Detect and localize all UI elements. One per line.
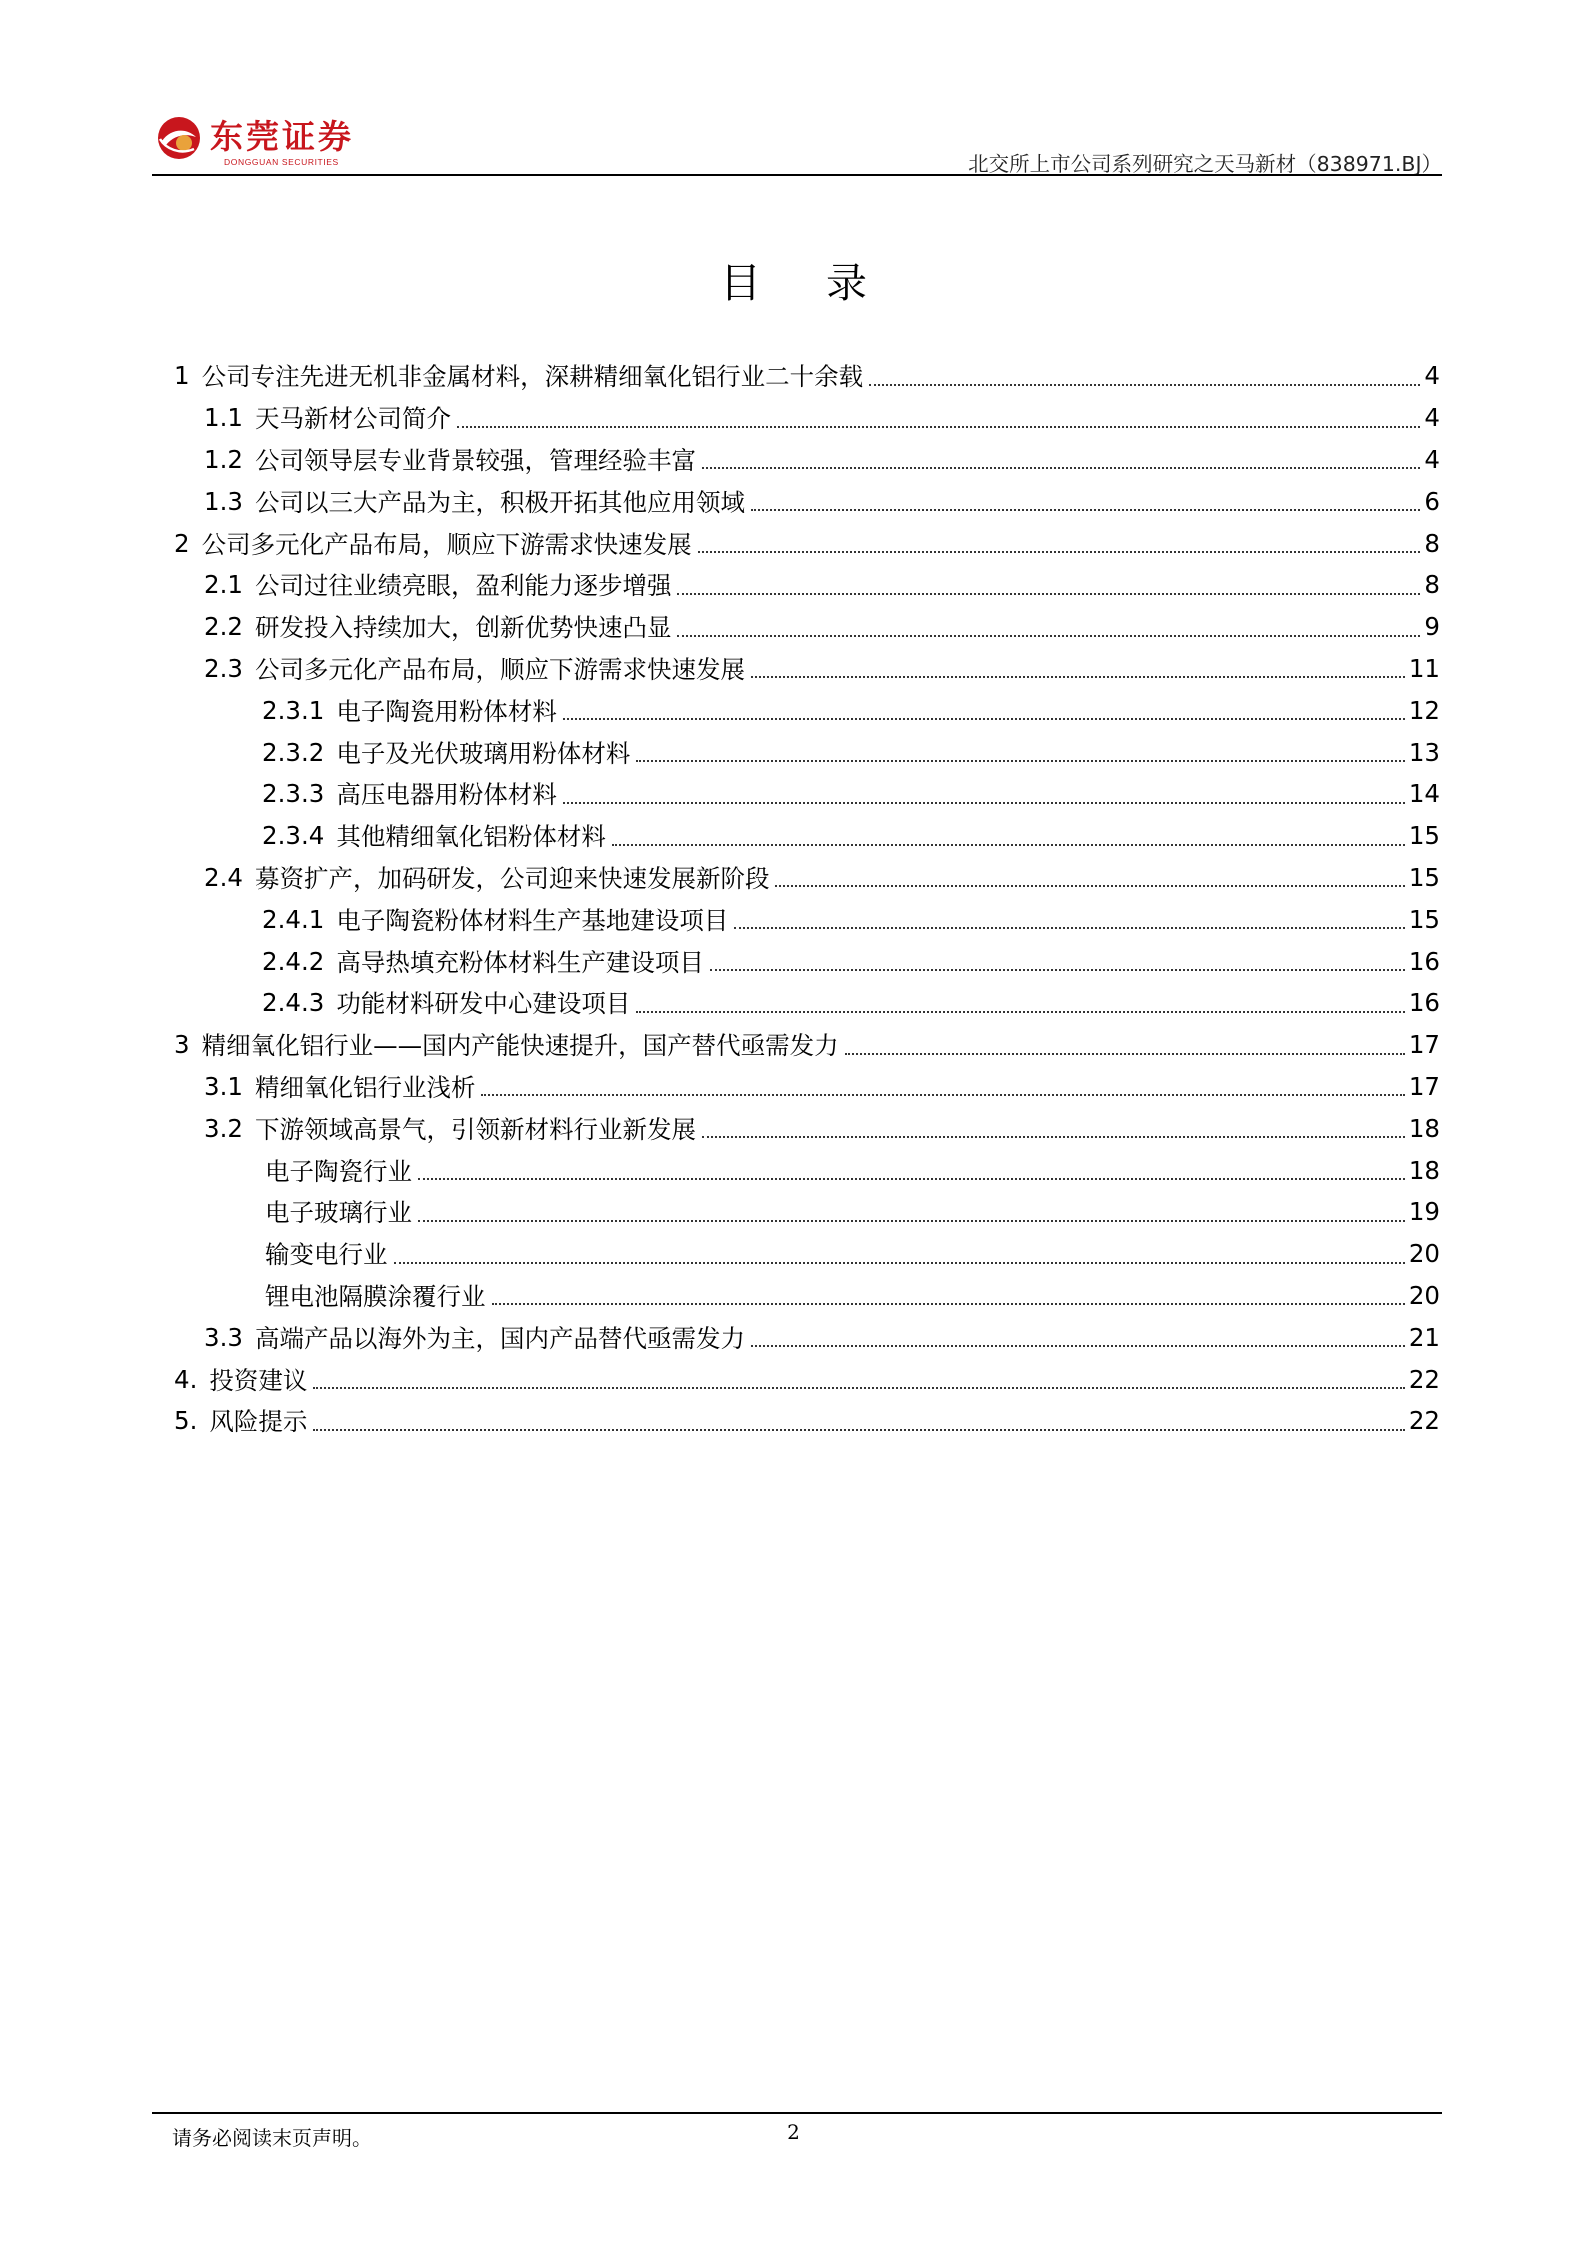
toc-leader-dots <box>702 1136 1405 1138</box>
toc-entry-label: 投资建议 <box>209 1365 308 1395</box>
toc-heading: 目 录 <box>719 259 894 307</box>
toc-entry[interactable] <box>174 606 1440 648</box>
toc-entry[interactable] <box>174 815 1440 857</box>
toc-leader-dots <box>734 927 1404 929</box>
logo-english-text: DONGGUAN SECURITIES <box>224 157 339 167</box>
toc-entry-page: 13 <box>1408 737 1440 767</box>
toc-entry-label: 电子陶瓷用粉体材料 <box>336 696 557 726</box>
toc-entry-number: 2.2 <box>204 612 243 642</box>
toc-entry[interactable] <box>174 1024 1440 1066</box>
toc-entry-label: 电子陶瓷粉体材料生产基地建设项目 <box>336 905 729 935</box>
toc-entry[interactable] <box>174 1107 1440 1149</box>
footer-divider <box>152 2112 1442 2114</box>
toc-entry-page: 17 <box>1408 1071 1440 1101</box>
toc-entry-page: 9 <box>1424 612 1440 642</box>
toc-entry-page: 21 <box>1408 1322 1440 1352</box>
toc-entry[interactable] <box>174 564 1440 606</box>
toc-entry[interactable] <box>174 439 1440 481</box>
toc-entry[interactable] <box>174 940 1440 982</box>
toc-entry-label: 公司领导层专业背景较强，管理经验丰富 <box>254 445 696 475</box>
toc-entry-number: 2.1 <box>204 570 243 600</box>
logo-emblem-icon <box>156 115 202 161</box>
toc-entry[interactable] <box>174 1191 1440 1233</box>
toc-entry[interactable] <box>174 857 1440 899</box>
toc-entry-label: 风险提示 <box>209 1407 308 1437</box>
toc-entry-page: 8 <box>1424 570 1440 600</box>
toc-entry-page: 15 <box>1408 821 1440 851</box>
toc-leader-dots <box>563 802 1405 804</box>
toc-entry-page: 18 <box>1408 1113 1440 1143</box>
toc-leader-dots <box>869 384 1420 386</box>
toc-entry-number: 1.2 <box>204 444 243 474</box>
toc-entry-label: 输变电行业 <box>265 1240 388 1270</box>
toc-entry-page: 17 <box>1408 1030 1440 1060</box>
toc-entry-label: 高压电器用粉体材料 <box>336 780 557 810</box>
toc-leader-dots <box>313 1387 1404 1389</box>
toc-leader-dots <box>481 1094 1404 1096</box>
page-header <box>152 105 1442 177</box>
toc-entry-page: 4 <box>1424 361 1440 391</box>
toc-leader-dots <box>677 635 1420 637</box>
toc-leader-dots <box>457 426 1420 428</box>
toc-leader-dots <box>845 1053 1405 1055</box>
toc-leader-dots <box>418 1220 1405 1222</box>
toc-entry-number: 3 <box>174 1030 190 1060</box>
table-of-contents <box>174 355 1440 1442</box>
toc-entry-label: 天马新材公司简介 <box>254 404 451 434</box>
toc-entry-number: 2.3 <box>204 653 243 683</box>
toc-entry-page: 11 <box>1408 653 1440 683</box>
toc-entry-label: 下游领域高景气，引领新材料行业新发展 <box>254 1114 696 1144</box>
toc-entry-number: 2.3.2 <box>262 737 325 767</box>
toc-entry[interactable] <box>174 480 1440 522</box>
toc-entry[interactable] <box>174 1316 1440 1358</box>
toc-leader-dots <box>636 1011 1404 1013</box>
toc-leader-dots <box>612 844 1405 846</box>
toc-leader-dots <box>636 760 1404 762</box>
toc-entry-page: 12 <box>1408 695 1440 725</box>
toc-entry-label: 精细氧化铝行业——国内产能快速提升，国产替代亟需发力 <box>201 1031 839 1061</box>
toc-entry-number: 1.1 <box>204 403 243 433</box>
company-logo <box>152 113 372 173</box>
toc-entry[interactable] <box>174 648 1440 690</box>
footer-disclaimer: 请务必阅读末页声明。 <box>172 2126 372 2150</box>
toc-entry-page: 19 <box>1408 1197 1440 1227</box>
toc-leader-dots <box>710 969 1405 971</box>
toc-entry-page: 20 <box>1408 1280 1440 1310</box>
toc-entry-number: 4. <box>174 1364 198 1394</box>
toc-leader-dots <box>677 593 1420 595</box>
toc-entry-number: 5. <box>174 1406 198 1436</box>
toc-leader-dots <box>775 885 1404 887</box>
toc-entry-label: 电子玻璃行业 <box>265 1198 412 1228</box>
toc-entry[interactable] <box>174 1275 1440 1317</box>
toc-entry[interactable] <box>174 1149 1440 1191</box>
toc-entry-label: 公司过往业绩亮眼，盈利能力逐步增强 <box>254 571 672 601</box>
toc-entry-number: 1 <box>174 361 190 391</box>
toc-entry-number: 3.1 <box>204 1071 243 1101</box>
toc-entry-label: 电子陶瓷行业 <box>265 1156 412 1186</box>
toc-entry-label: 精细氧化铝行业浅析 <box>254 1072 476 1102</box>
toc-entry-number: 2.3.1 <box>262 695 325 725</box>
toc-entry-number: 2.3.4 <box>262 821 325 851</box>
toc-entry[interactable] <box>174 773 1440 815</box>
toc-entry-number: 3.3 <box>204 1322 243 1352</box>
toc-leader-dots <box>751 676 1405 678</box>
toc-entry-number: 2.4 <box>204 862 243 892</box>
toc-entry-page: 22 <box>1408 1406 1440 1436</box>
header-divider <box>152 174 1442 176</box>
toc-entry[interactable] <box>174 355 1440 397</box>
toc-entry-label: 公司以三大产品为主，积极开拓其他应用领域 <box>254 487 745 517</box>
toc-entry-page: 16 <box>1408 988 1440 1018</box>
toc-entry-number: 2.4.3 <box>262 988 325 1018</box>
toc-entry-label: 研发投入持续加大，创新优势快速凸显 <box>254 613 672 643</box>
toc-leader-dots <box>418 1178 1405 1180</box>
toc-entry-number: 1.3 <box>204 486 243 516</box>
toc-entry-number: 2.4.2 <box>262 946 325 976</box>
toc-entry[interactable] <box>174 982 1440 1024</box>
toc-entry-page: 15 <box>1408 862 1440 892</box>
toc-entry-label: 公司专注先进无机非金属材料，深耕精细氧化铝行业二十余载 <box>201 362 864 392</box>
toc-entry[interactable] <box>174 731 1440 773</box>
toc-entry[interactable] <box>174 1400 1440 1442</box>
toc-entry-page: 8 <box>1424 528 1440 558</box>
toc-entry-label: 高端产品以海外为主，国内产品替代亟需发力 <box>254 1323 745 1353</box>
toc-entry-number: 2 <box>174 528 190 558</box>
toc-entry-label: 其他精细氧化铝粉体材料 <box>336 822 606 852</box>
toc-entry[interactable] <box>174 898 1440 940</box>
toc-entry-page: 4 <box>1424 403 1440 433</box>
toc-entry-page: 6 <box>1424 486 1440 516</box>
toc-entry-label: 功能材料研发中心建设项目 <box>336 989 631 1019</box>
toc-entry[interactable] <box>174 522 1440 564</box>
toc-entry-label: 募资扩产，加码研发，公司迎来快速发展新阶段 <box>254 863 770 893</box>
toc-entry-page: 16 <box>1408 946 1440 976</box>
toc-entry-label: 公司多元化产品布局，顺应下游需求快速发展 <box>254 654 745 684</box>
toc-entry-label: 电子及光伏玻璃用粉体材料 <box>336 738 631 768</box>
toc-entry[interactable] <box>174 1358 1440 1400</box>
toc-leader-dots <box>751 1345 1405 1347</box>
toc-entry-page: 22 <box>1408 1364 1440 1394</box>
toc-entry-number: 3.2 <box>204 1113 243 1143</box>
logo-chinese-text: 东莞证券 <box>210 117 354 156</box>
report-title: 北交所上市公司系列研究之天马新材（838971.BJ） <box>968 152 1442 176</box>
toc-entry[interactable] <box>174 1066 1440 1108</box>
toc-leader-dots <box>492 1303 1405 1305</box>
toc-leader-dots <box>394 1262 1405 1264</box>
toc-entry-number: 2.3.3 <box>262 779 325 809</box>
toc-entry-page: 15 <box>1408 904 1440 934</box>
toc-entry-page: 20 <box>1408 1239 1440 1269</box>
toc-entry[interactable] <box>174 1233 1440 1275</box>
toc-leader-dots <box>563 718 1405 720</box>
toc-entry-page: 14 <box>1408 779 1440 809</box>
toc-entry-page: 18 <box>1408 1155 1440 1185</box>
toc-entry-page: 4 <box>1424 444 1440 474</box>
page-number: 2 <box>787 2120 800 2144</box>
toc-entry-label: 锂电池隔膜涂覆行业 <box>265 1281 486 1311</box>
toc-entry[interactable] <box>174 689 1440 731</box>
toc-entry-label: 高导热填充粉体材料生产建设项目 <box>336 947 704 977</box>
toc-leader-dots <box>751 509 1420 511</box>
toc-leader-dots <box>702 467 1420 469</box>
toc-leader-dots <box>698 551 1420 553</box>
toc-entry-label: 公司多元化产品布局，顺应下游需求快速发展 <box>201 529 692 559</box>
toc-leader-dots <box>313 1429 1404 1431</box>
toc-entry-number: 2.4.1 <box>262 904 325 934</box>
toc-entry[interactable] <box>174 397 1440 439</box>
